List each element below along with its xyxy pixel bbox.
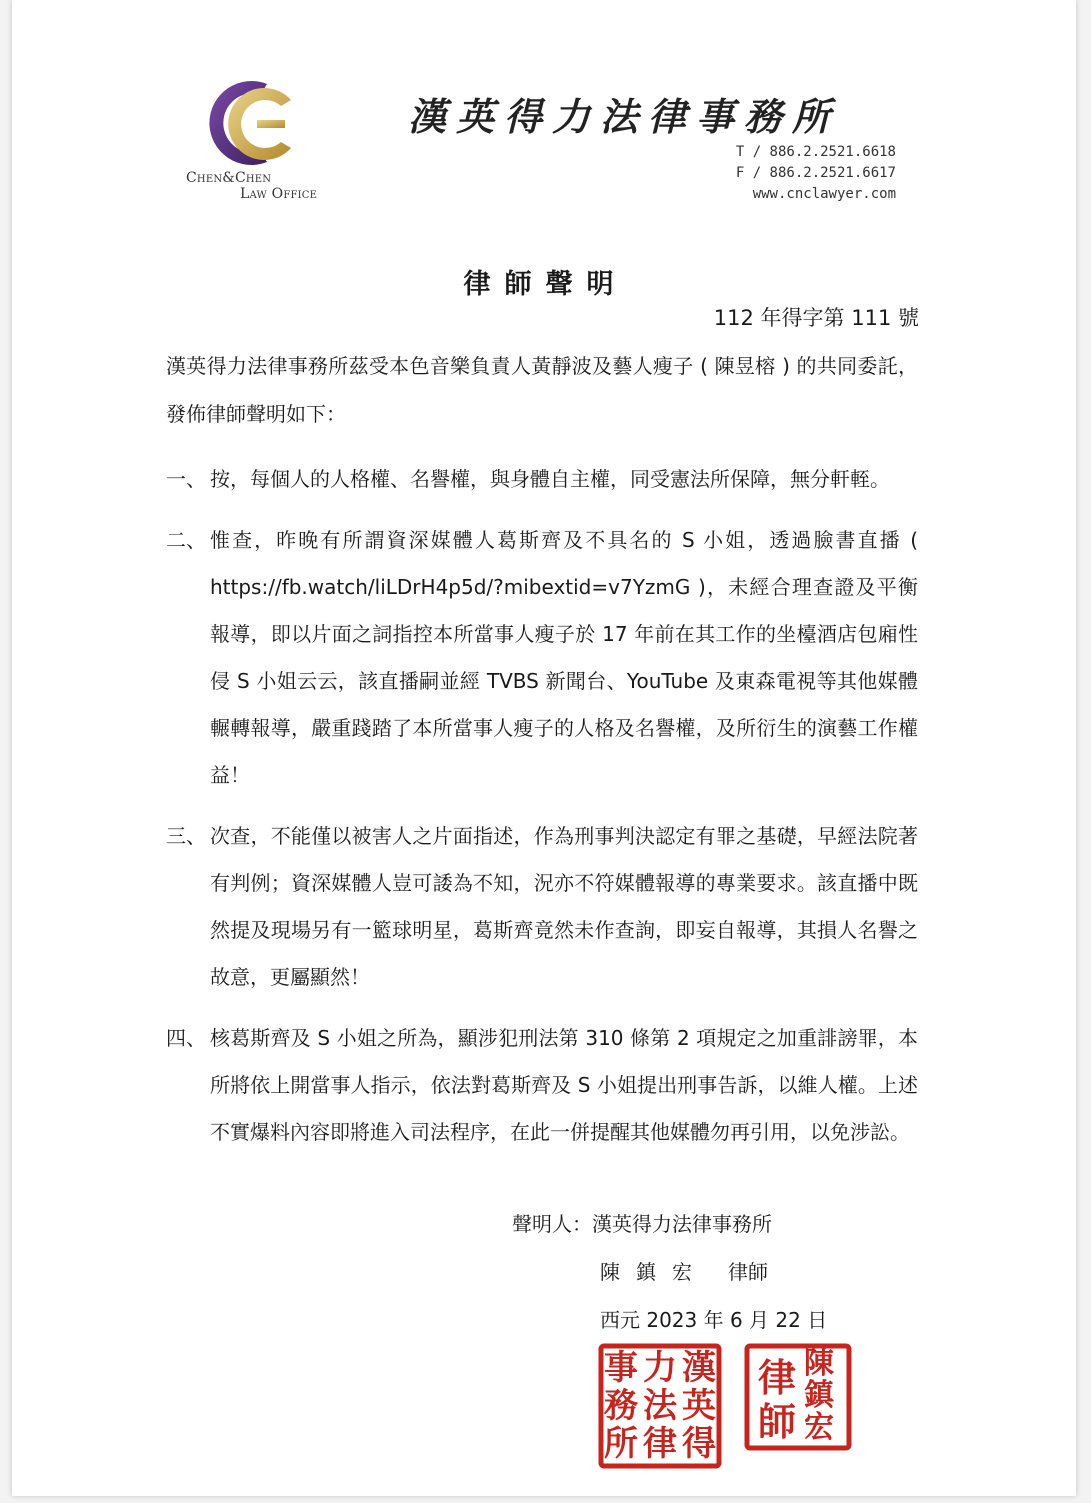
lawyer-title: 律師 [728, 1260, 768, 1284]
item-text: 核葛斯齊及 S 小姐之所為，顯涉犯刑法第 310 條第 2 項規定之加重誹謗罪，本所將依上開當事人指示，依法對葛斯齊及 S 小姐提出刑事告訴，以維人權。上述不實爆料內容即將進入司法程序，在此一併提醒其他媒體勿再引用，以免涉訟。 [210, 1026, 918, 1144]
statement-item-3 [166, 813, 918, 1001]
chen-chen-logo-icon [195, 72, 305, 172]
item-text: 次查，不能僅以被害人之片面指述，作為刑事判決認定有罪之基礎，早經法院著有判例；資深媒體人豈可諉為不知，況亦不符媒體報導的專業要求。該直播中既然提及現場另有一籃球明星，葛斯齊竟然未作查詢，即妄自報導，其損人名譽之故意，更屬顯然！ [210, 824, 918, 989]
logo-line-2: Law Office [240, 186, 318, 202]
website-link[interactable]: www.cnclawyer.com [752, 186, 896, 202]
statement-date: 西元 2023 年 6 月 22 日 [600, 1308, 828, 1332]
signer-org: 漢英得力法律事務所 [592, 1212, 772, 1236]
lawyer-name-char: 鎮 [636, 1260, 672, 1284]
item-text: 按，每個人的人格權、名譽權，與身體自主權，同受憲法所保障，無分軒輊。 [210, 467, 890, 491]
item-number: 一、 [166, 467, 206, 491]
item-number: 二、 [166, 528, 206, 552]
lawyer-row [512, 1248, 827, 1296]
signer-label: 聲明人： [512, 1212, 592, 1236]
statement-item-2 [166, 517, 918, 799]
intro-paragraph: 漢英得力法律事務所茲受本色音樂負責人黃靜波及藝人瘦子 ( 陳昱榕 ) 的共同委託，發佈律師聲明如下： [166, 354, 918, 426]
statement-body [166, 342, 918, 1156]
fax-number: F / 886.2.2521.6617 [735, 165, 896, 181]
lawyer-seal-stamp: 陳 鎮 宏 律 師 [744, 1343, 852, 1451]
contact-block [706, 142, 896, 205]
logo-text [186, 170, 356, 202]
statement-item-4 [166, 1015, 918, 1156]
item-number: 四、 [166, 1026, 206, 1050]
statement-item-1 [166, 456, 918, 503]
firm-seal-stamp: 漢 英 得 力 法 律 事 務 所 [598, 1343, 722, 1469]
item-text: 惟查，昨晚有所謂資深媒體人葛斯齊及不具名的 S 小姐，透過臉書直播 ( https://fb.watch/liLDrH4p5d/?mibextid=v7YzmG )，未經合理查證及平衡報導，即以片面之詞指控本所當事人瘦子於 17 年前在其工作的坐檯酒店包廂性侵 S 小姐云云，該直播嗣並經 TVBS 新聞台、YouTube 及東森電視等其他媒體輾轉報導，嚴重踐踏了本所當事人瘦子的人格及名譽權，及所衍生的演藝工作權益！ [210, 528, 918, 787]
signature-block [512, 1200, 827, 1344]
document-title: 律師聲明 [463, 269, 628, 300]
item-number: 三、 [166, 824, 206, 848]
signer-row [512, 1200, 827, 1248]
reference-number: 112 年得字第 111 號 [713, 306, 919, 330]
lawyer-name-char: 陳 [600, 1260, 636, 1284]
lawyer-name-char: 宏 [672, 1260, 708, 1284]
logo-line-1: Chen&Chen [186, 170, 272, 186]
phone-number: T / 886.2.2521.6618 [735, 144, 896, 160]
firm-name-header: 漢英得力法律事務所 [408, 94, 841, 139]
